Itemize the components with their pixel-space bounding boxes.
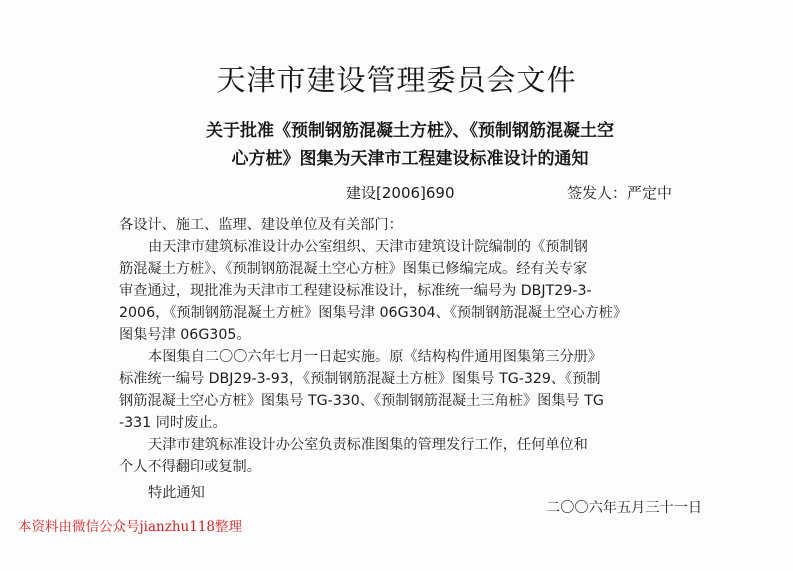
subject-line-2: 心方桩》图集为天津市工程建设标准设计的通知 xyxy=(231,149,589,169)
watermark-text: 本资料由微信公众号jianzhu118整理 xyxy=(18,519,243,535)
para1-line: 由天津市建筑标准设计办公室组织、天津市建筑设计院编制的《预制钢 xyxy=(148,239,588,255)
para1-line: 2006，《预制钢筋混凝土方桩》图集号津 06G304、《预制钢筋混凝土空心方桩》 xyxy=(119,305,628,321)
document-header: 天津市建设管理委员会文件 xyxy=(216,63,577,97)
issue-date: 二〇〇六年五月三十一日 xyxy=(546,500,703,516)
para2-line: -331 同时废止。 xyxy=(119,415,227,431)
subject-line-1: 关于批准《预制钢筋混凝土方桩》、《预制钢筋混凝土空 xyxy=(206,121,614,141)
addressee: 各设计、施工、监理、建设单位及有关部门： xyxy=(119,217,403,233)
para1-line: 图集号津 06G305。 xyxy=(119,327,251,343)
para1-line: 审查通过，现批准为天津市工程建设标准设计，标准统一编号为 DBJT29-3- xyxy=(119,283,592,299)
closing-text: 特此通知 xyxy=(148,485,205,501)
para2-line: 本图集自二〇〇六年七月一日起实施。原《结构构件通用图集第三分册》 xyxy=(148,349,603,365)
para1-line: 筋混凝土方桩》、《预制钢筋混凝土空心方桩》图集已修编完成。经有关专家 xyxy=(119,261,588,277)
para3-line: 个人不得翻印或复制。 xyxy=(119,459,261,475)
document-number: 建设[2006]690 xyxy=(346,184,455,202)
para3-line: 天津市建筑标准设计办公室负责标准图集的管理发行工作，任何单位和 xyxy=(148,437,588,453)
para2-line: 标准统一编号 DBJ29-3-93，《预制钢筋混凝土方桩》图集号 TG-329、《预制 xyxy=(119,371,601,387)
signer: 签发人：严定中 xyxy=(567,184,673,202)
para2-line: 钢筋混凝土空心方桩》图集号 TG-330、《预制钢筋混凝土三角桩》图集号 TG xyxy=(119,393,604,409)
